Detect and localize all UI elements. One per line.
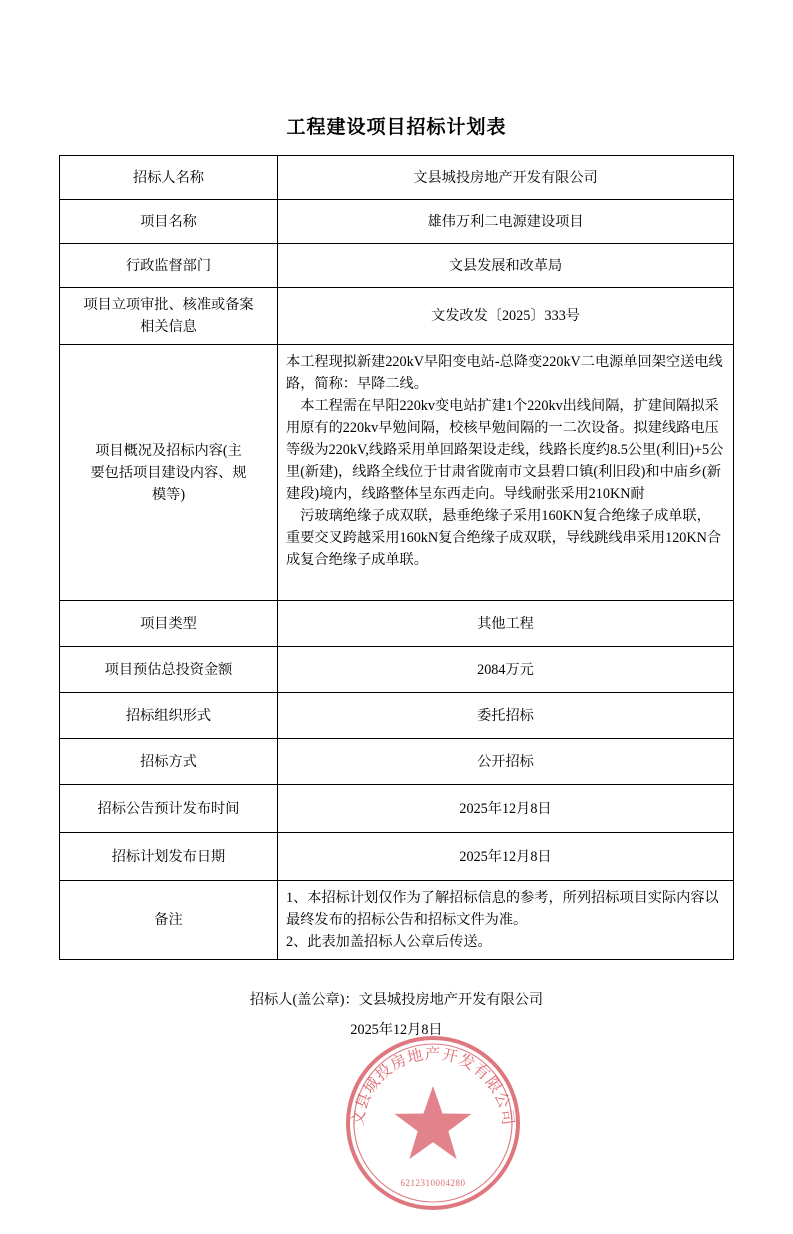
row-label-project-overview-line2: 要包括项目建设内容、规 [90,464,247,481]
table-row [60,785,734,833]
row-value-project-type: 其他工程 [278,601,734,647]
footer [60,986,734,1046]
table-row [60,156,734,200]
row-value-remark [278,881,734,960]
row-value-bidding-method: 公开招标 [278,739,734,785]
table-row [60,601,734,647]
row-value-plan-publish-date: 2025年12月8日 [278,833,734,881]
svg-text:6212310004280: 6212310004280 [400,1178,466,1188]
table-row [60,647,734,693]
row-label-bidding-method: 招标方式 [60,739,278,785]
row-value-supervision-dept: 文县发展和改革局 [278,244,734,288]
row-label-organization-form: 招标组织形式 [60,693,278,739]
table-row [60,833,734,881]
row-label-project-overview [60,345,278,601]
row-label-remark: 备注 [60,881,278,960]
company-seal-stamp [344,1034,522,1212]
row-value-project-name: 雄伟万利二电源建设项目 [278,200,734,244]
row-value-bidder-name: 文县城投房地产开发有限公司 [278,156,734,200]
date-line: 2025年12月8日 [350,1021,443,1038]
table-row [60,881,734,960]
overview-paragraph-1: 本工程现拟新建220kV早阳变电站-总降变220kV二电源单回架空送电线路，简称：早降二线。 [286,354,723,392]
table-row [60,739,734,785]
row-value-project-overview [278,345,734,601]
row-label-approval-info [60,288,278,345]
row-label-project-overview-line3: 模等) [151,486,186,503]
row-label-project-type: 项目类型 [60,601,278,647]
signature-line: 招标人(盖公章)：文县城投房地产开发有限公司 [249,992,544,1008]
overview-paragraph-2: 本工程需在早阳220kv变电站扩建1个220kv出线间隔，扩建间隔拟采用原有的220kv早勉间隔，校核早勉间隔的一二次设备。拟建线路电压等级为220kV,线路采用单回路架设走线，线路长度约8.5公里(利旧)+5公里(新建)，线路全线位于甘肃省陇南市文县碧口镇(利旧段)和中庙乡(新建段)境内，线路整体呈东西走向。导线耐张采用210KN耐 [286,398,724,502]
page-title: 工程建设项目招标计划表 [286,117,507,138]
overview-paragraph-3: 污玻璃绝缘子成双联，悬垂绝缘子采用160KN复合绝缘子成单联，重要交叉跨越采用160kN复合绝缘子成双联，导线跳线串采用120KN合成复合绝缘子成单联。 [286,508,722,568]
table-row [60,244,734,288]
table-row [60,693,734,739]
row-value-announcement-date: 2025年12月8日 [278,785,734,833]
row-value-organization-form: 委托招标 [278,693,734,739]
row-label-plan-publish-date: 招标计划发布日期 [60,833,278,881]
row-label-bidder-name: 招标人名称 [60,156,278,200]
bidding-plan-table [59,155,734,960]
row-label-announcement-date: 招标公告预计发布时间 [60,785,278,833]
row-label-approval-info-line2: 相关信息 [140,319,197,335]
row-value-approval-info: 文发改发〔2025〕333号 [278,288,734,345]
table-row [60,200,734,244]
row-label-supervision-dept: 行政监督部门 [60,244,278,288]
table-row [60,288,734,345]
row-value-investment-amount: 2084万元 [278,647,734,693]
document-page [0,112,793,1234]
row-label-approval-info-line1: 项目立项审批、核准或备案 [83,297,254,313]
remark-line-2: 2、此表加盖招标人公章后传送。 [286,934,492,950]
table-row [60,345,734,601]
remark-line-1: 1、本招标计划仅作为了解招标信息的参考，所列招标项目实际内容以最终发布的招标公告和招标文件为准。 [286,890,719,928]
row-label-project-overview-line1: 项目概况及招标内容(主 [95,442,242,459]
row-label-project-name: 项目名称 [60,200,278,244]
svg-text:文县城投房地产开发有限公司: 文县城投房地产开发有限公司 [349,1046,517,1128]
row-label-investment-amount: 项目预估总投资金额 [60,647,278,693]
